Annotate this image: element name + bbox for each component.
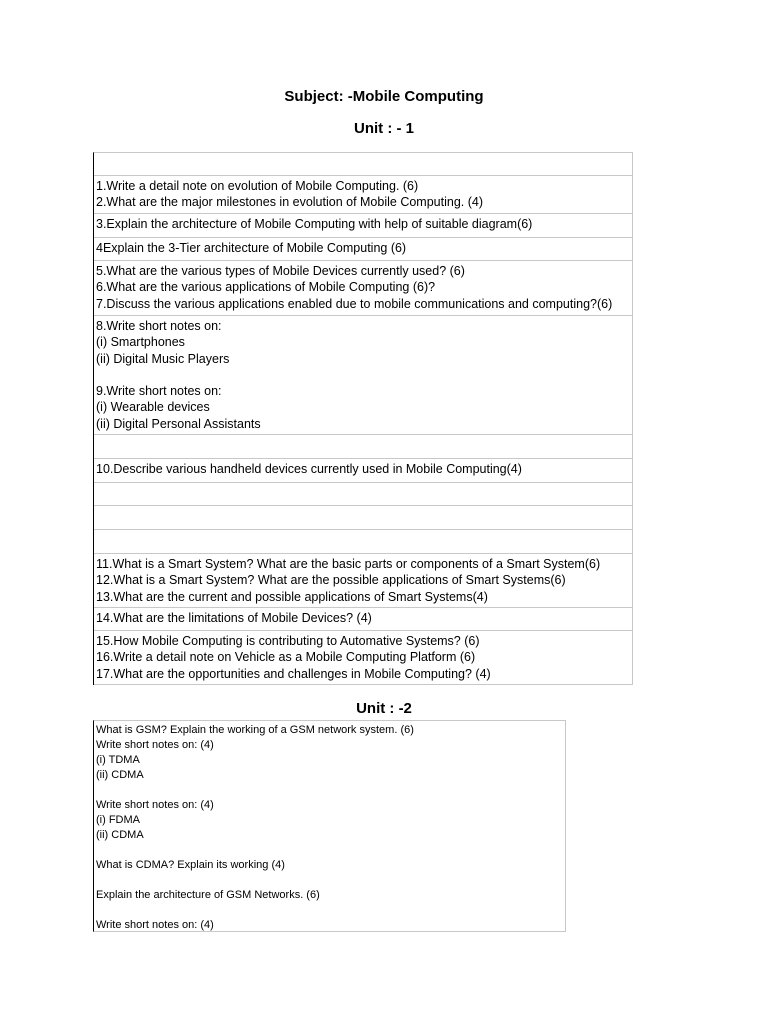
question-line: 3.Explain the architecture of Mobile Computing with help of suitable diagram(6) <box>96 217 533 231</box>
question-line: 5.What are the various types of Mobile Devices currently used? (6) <box>96 264 465 278</box>
table-row <box>94 435 632 459</box>
question-line: 2.What are the major milestones in evolution of Mobile Computing. (4) <box>96 195 483 210</box>
unit-2-heading: Unit : -2 <box>356 700 412 717</box>
question-line: (ii) CDMA <box>96 829 144 841</box>
question-line: 11.What is a Smart System? What are the basic parts or components of a Smart System(6) <box>96 557 601 571</box>
unit-1-question-table <box>93 152 633 685</box>
question-line: (i) TDMA <box>96 754 140 766</box>
table-row <box>94 506 632 530</box>
table-row <box>94 459 632 483</box>
question-line: 12.What is a Smart System? What are the possible applications of Smart Systems(6) <box>96 573 566 588</box>
question-line: What is GSM? Explain the working of a GSM network system. (6) <box>96 724 414 736</box>
question-line: (ii) Digital Music Players <box>96 351 230 366</box>
question-line: Explain the architecture of GSM Networks. (6) <box>96 889 320 901</box>
question-line <box>96 873 565 888</box>
question-line: 6.What are the various applications of Mobile Computing (6)? <box>96 280 436 295</box>
question-line: 8.Write short notes on: <box>96 319 222 333</box>
table-row <box>94 483 632 506</box>
question-line <box>96 843 565 858</box>
question-line: Write short notes on: (4) <box>96 799 214 811</box>
question-line: (ii) Digital Personal Assistants <box>96 416 261 431</box>
question-line: 10.Describe various handheld devices currently used in Mobile Computing(4) <box>96 462 522 476</box>
table-row <box>94 631 632 685</box>
question-line: (ii) CDMA <box>96 769 144 781</box>
table-row <box>94 238 632 261</box>
question-line <box>96 783 565 798</box>
table-row <box>94 608 632 631</box>
table-row <box>94 214 632 238</box>
question-line: 14.What are the limitations of Mobile Devices? (4) <box>96 611 372 625</box>
question-line: 9.Write short notes on: <box>96 384 222 399</box>
question-line: (i) Smartphones <box>96 335 185 350</box>
question-line: (i) FDMA <box>96 814 140 826</box>
question-line: 16.Write a detail note on Vehicle as a Mobile Computing Platform (6) <box>96 650 476 665</box>
question-line: Write short notes on: (4) <box>96 919 214 931</box>
question-line: 4Explain the 3-Tier architecture of Mobile Computing (6) <box>96 241 407 255</box>
table-row <box>94 261 632 316</box>
page-title: Subject: -Mobile Computing <box>284 88 484 105</box>
question-line: Write short notes on: (4) <box>96 739 214 751</box>
unit-2-question-table <box>93 720 566 932</box>
question-line <box>96 367 632 383</box>
table-row <box>94 176 632 214</box>
table-row <box>94 316 632 435</box>
question-line <box>96 903 565 918</box>
unit-1-heading: Unit : - 1 <box>354 120 414 137</box>
question-line: What is CDMA? Explain its working (4) <box>96 859 285 871</box>
table-row <box>94 530 632 554</box>
question-line: (i) Wearable devices <box>96 400 210 415</box>
table-row <box>94 153 632 176</box>
question-line: 13.What are the current and possible applications of Smart Systems(4) <box>96 589 488 604</box>
question-line: 17.What are the opportunities and challenges in Mobile Computing? (4) <box>96 666 491 681</box>
question-line: 7.Discuss the various applications enabled due to mobile communications and computing?(6) <box>96 296 613 311</box>
table-row <box>94 554 632 608</box>
question-line: 15.How Mobile Computing is contributing to Automative Systems? (6) <box>96 634 480 648</box>
question-line: 1.Write a detail note on evolution of Mobile Computing. (6) <box>96 179 419 193</box>
